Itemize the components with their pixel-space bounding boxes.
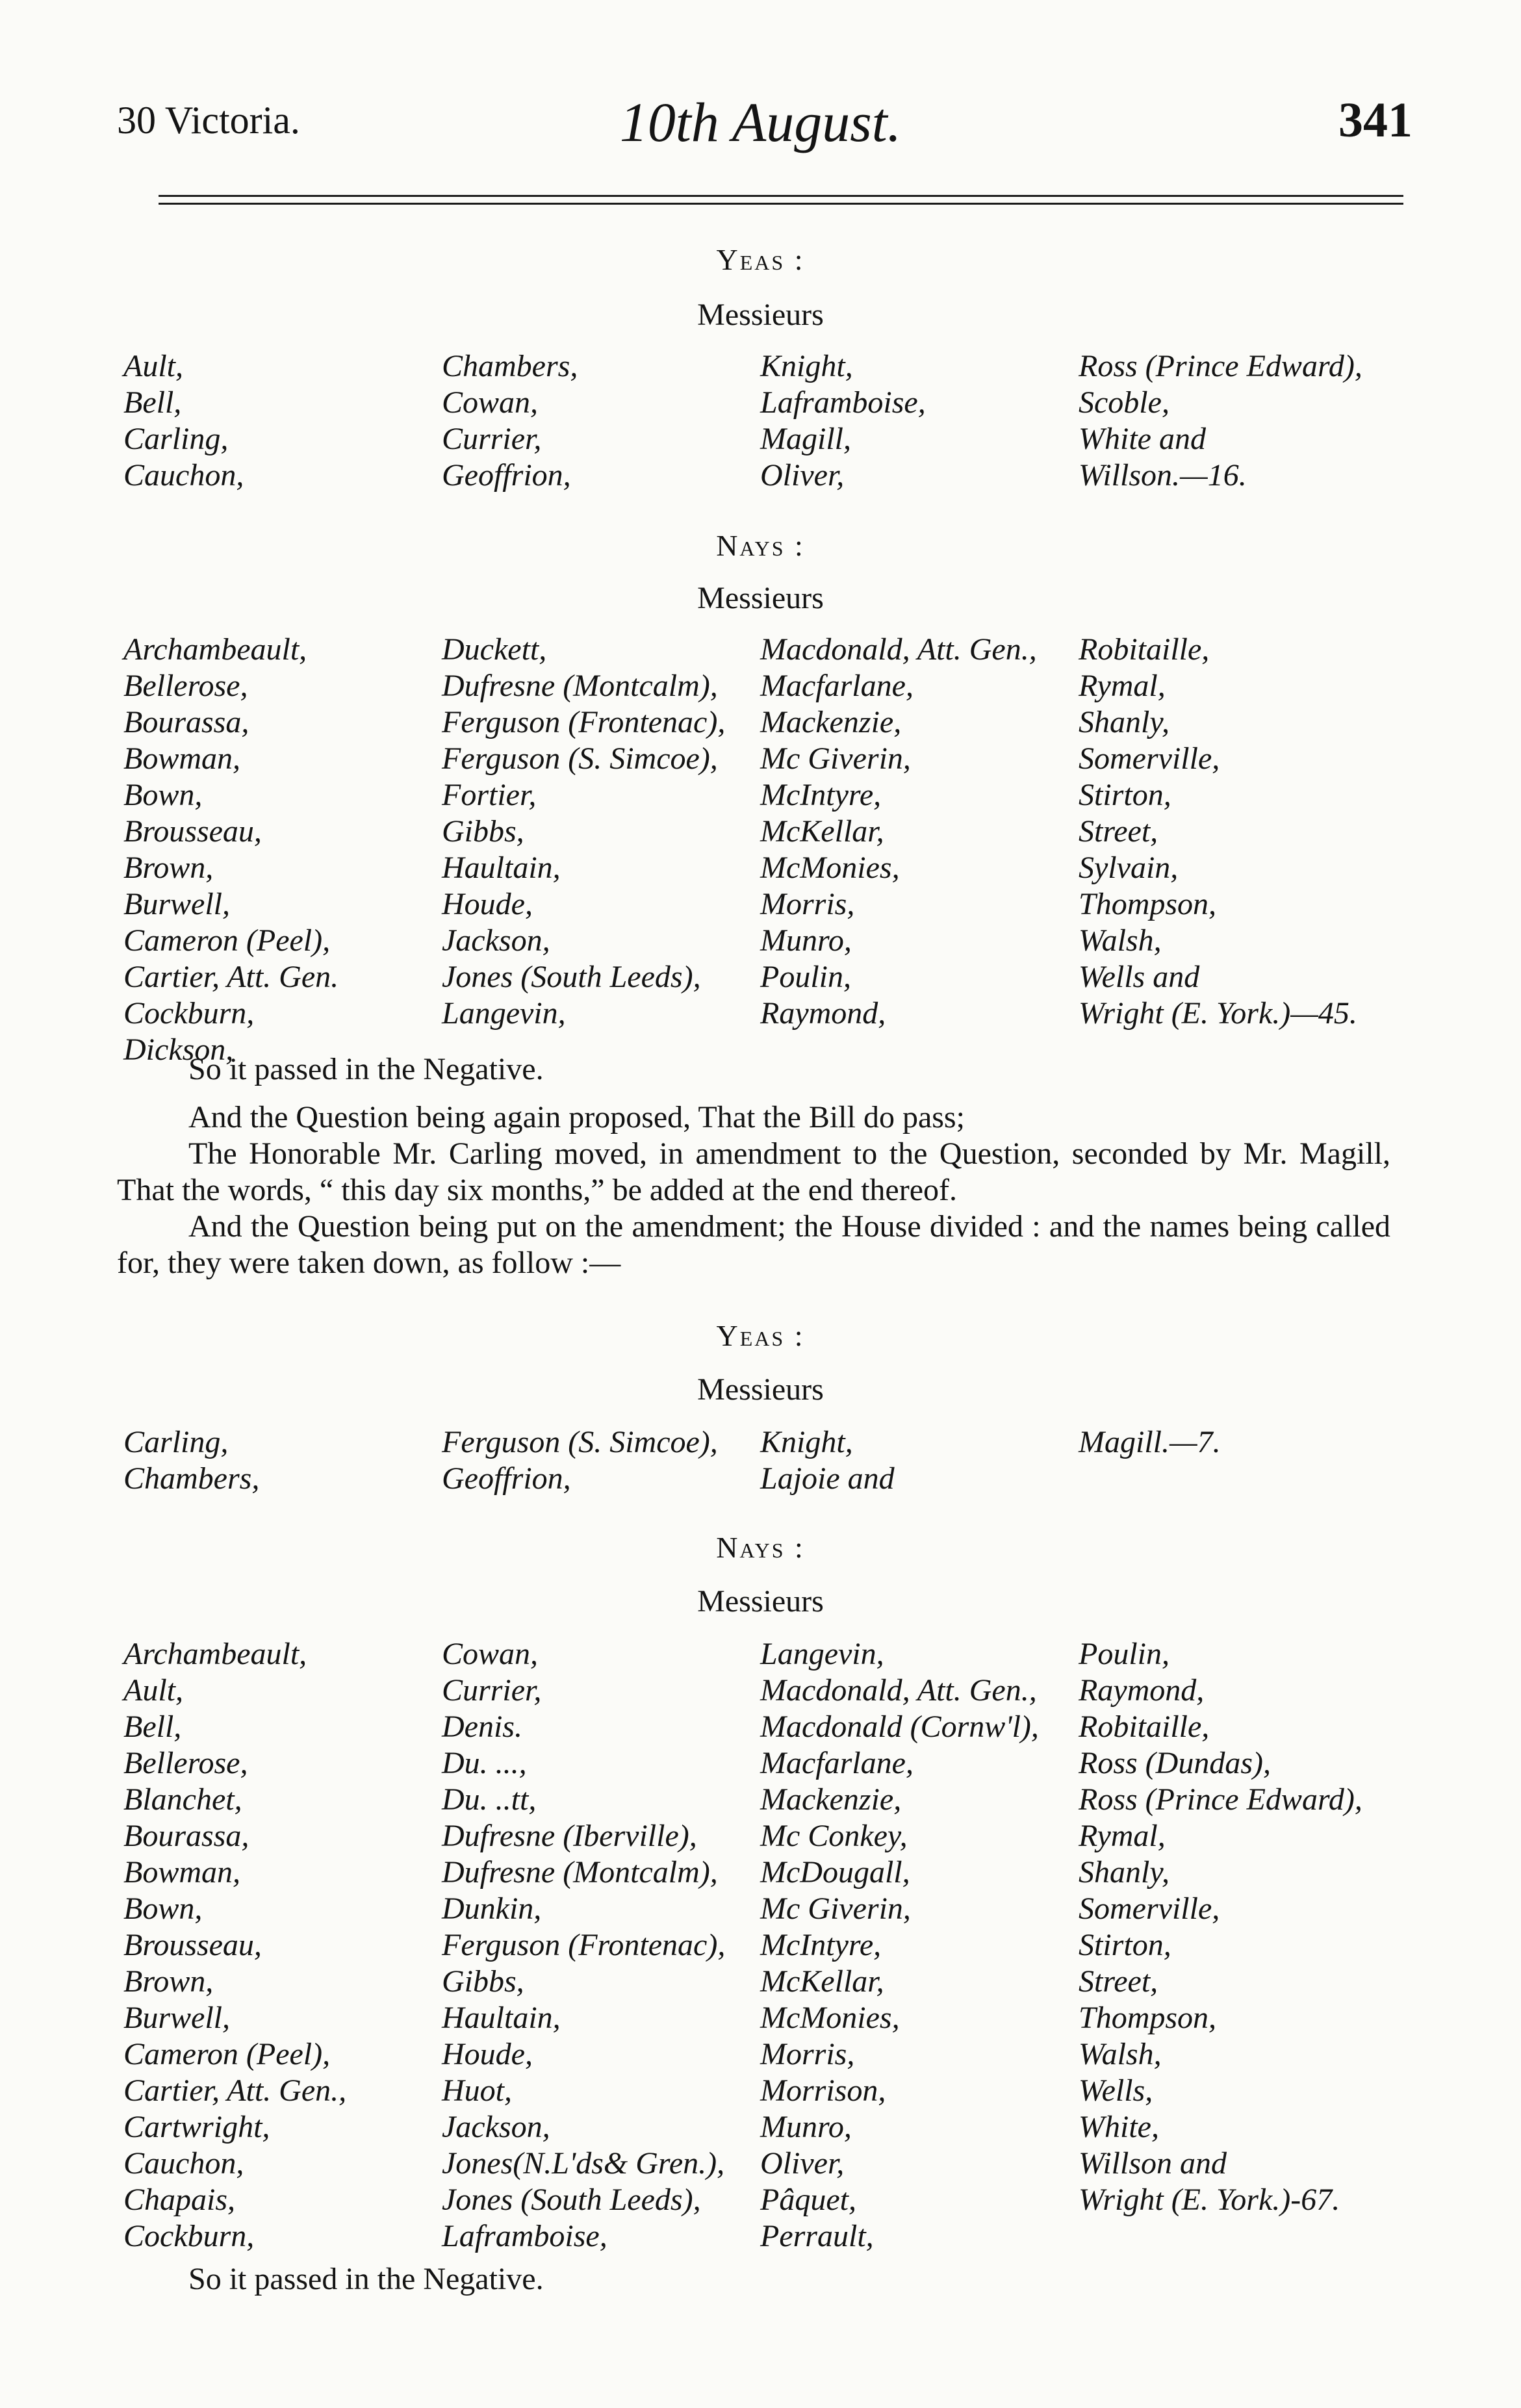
member-name: Bell, <box>123 1710 182 1744</box>
member-name: Walsh, <box>1079 2037 1162 2071</box>
member-name: Carling, <box>123 422 229 456</box>
member-name: Jones (South Leeds), <box>442 960 701 994</box>
member-name: Cockburn, <box>123 2219 255 2253</box>
member-name: Langevin, <box>442 996 566 1031</box>
question-line: And the Question being again proposed, That the Bill do pass; <box>188 1100 965 1134</box>
member-name: Currier, <box>442 1673 542 1708</box>
member-row <box>123 1745 1423 1782</box>
member-row <box>123 632 1423 668</box>
member-name: Macfarlane, <box>760 1746 914 1780</box>
division2-yeas-heading: Yeas : <box>716 1319 805 1352</box>
proceedings-text <box>117 1051 1390 1281</box>
member-name: McIntyre, <box>760 1928 882 1962</box>
member-row <box>123 959 1423 995</box>
division2-nays-messieurs: Messieurs <box>697 1584 824 1619</box>
member-name: Munro, <box>760 923 852 958</box>
member-name: Ferguson (S. Simcoe), <box>442 741 718 776</box>
member-name: McDougall, <box>760 1855 910 1889</box>
member-name: Pâquet, <box>760 2183 856 2217</box>
member-name: Rymal, <box>1079 1819 1166 1853</box>
member-name: Wells and <box>1079 960 1200 994</box>
member-name: Cartwright, <box>123 2110 270 2144</box>
member-name: White and <box>1079 422 1206 456</box>
division1-yeas-list <box>123 348 1423 494</box>
member-name: Morris, <box>760 887 855 921</box>
member-name: Chambers, <box>123 1461 260 1496</box>
member-row <box>123 777 1423 813</box>
result-line-1: So it passed in the Negative. <box>188 1052 544 1086</box>
regnal-year: 30 Victoria. <box>117 99 300 142</box>
member-name: Ferguson (Frontenac), <box>442 1928 726 1962</box>
member-name: Magill.—7. <box>1079 1425 1221 1459</box>
member-name: Geoffrion, <box>442 1461 571 1496</box>
member-name: Cameron (Peel), <box>123 923 331 958</box>
member-name: Cartier, Att. Gen., <box>123 2073 347 2108</box>
member-name: Rymal, <box>1079 669 1166 703</box>
member-name: Dunkin, <box>442 1891 542 1926</box>
member-name: Dufresne (Montcalm), <box>442 669 718 703</box>
member-name: Denis. <box>442 1710 522 1744</box>
division1-nays-messieurs: Messieurs <box>697 581 824 615</box>
member-name: Laframboise, <box>760 385 926 420</box>
member-name: Somerville, <box>1079 741 1220 776</box>
member-name: McKellar, <box>760 1964 884 1999</box>
member-name: Lajoie and <box>760 1461 895 1496</box>
member-row <box>123 1854 1423 1891</box>
member-row <box>123 1636 1423 1672</box>
member-name: Geoffrion, <box>442 458 571 493</box>
division-call: And the Question being put on the amendment; the House divided : and the names being called for, they were taken down, as follow :— <box>117 1209 1390 1280</box>
member-name: Oliver, <box>760 2146 845 2181</box>
member-name: Du. ..., <box>442 1746 527 1780</box>
member-name: Mc Conkey, <box>760 1819 908 1853</box>
member-name: Willson and <box>1079 2146 1227 2181</box>
member-name: Duckett, <box>442 632 547 667</box>
member-name: Mackenzie, <box>760 1782 902 1817</box>
member-row <box>123 1672 1423 1709</box>
member-row <box>123 813 1423 850</box>
member-name: Laframboise, <box>442 2219 607 2253</box>
member-name: Dickson, <box>123 1032 234 1067</box>
member-row <box>123 1424 1423 1461</box>
member-name: Raymond, <box>760 996 886 1031</box>
member-name: Oliver, <box>760 458 845 493</box>
division2-yeas-messieurs: Messieurs <box>697 1372 824 1407</box>
member-name: Wells, <box>1079 2073 1153 2108</box>
member-name: Macdonald, Att. Gen., <box>760 1673 1037 1708</box>
member-row <box>123 995 1423 1032</box>
member-name: Du. ..tt, <box>442 1782 537 1817</box>
division2-yeas-list <box>123 1424 1423 1497</box>
member-name: Wright (E. York.)-67. <box>1079 2183 1340 2217</box>
member-row <box>123 1709 1423 1745</box>
member-name: Ross (Prince Edward), <box>1079 349 1362 383</box>
member-name: Jones(N.L'ds& Gren.), <box>442 2146 725 2181</box>
member-name: Carling, <box>123 1425 229 1459</box>
member-name: Jackson, <box>442 923 550 958</box>
member-name: Haultain, <box>442 851 561 885</box>
member-name: Ross (Dundas), <box>1079 1746 1271 1780</box>
member-name: McMonies, <box>760 851 900 885</box>
member-name: Cauchon, <box>123 458 244 493</box>
member-name: McKellar, <box>760 814 884 849</box>
member-row <box>123 850 1423 886</box>
closing-text <box>117 2261 1390 2298</box>
member-name: Thompson, <box>1079 887 1217 921</box>
member-name: Ross (Prince Edward), <box>1079 1782 1362 1817</box>
member-name: Burwell, <box>123 887 230 921</box>
member-name: Morris, <box>760 2037 855 2071</box>
member-name: Somerville, <box>1079 1891 1220 1926</box>
member-name: Knight, <box>760 349 853 383</box>
member-name: Chambers, <box>442 349 578 383</box>
member-name: Morrison, <box>760 2073 886 2108</box>
page-number: 341 <box>1338 93 1412 147</box>
member-name: Street, <box>1079 1964 1158 1999</box>
member-name: Walsh, <box>1079 923 1162 958</box>
member-name: Stirton, <box>1079 778 1171 812</box>
member-row <box>123 1964 1423 2000</box>
member-name: Shanly, <box>1079 1855 1170 1889</box>
result-line-2: So it passed in the Negative. <box>188 2262 544 2296</box>
division1-yeas-heading: Yeas : <box>716 243 805 276</box>
member-name: Mc Giverin, <box>760 1891 911 1926</box>
member-row <box>123 2145 1423 2182</box>
member-name: Archambeault, <box>123 632 307 667</box>
member-name: White, <box>1079 2110 1159 2144</box>
member-name: Munro, <box>760 2110 852 2144</box>
member-name: Cameron (Peel), <box>123 2037 331 2071</box>
member-name: Bourassa, <box>123 1819 249 1853</box>
member-name: Fortier, <box>442 778 537 812</box>
member-name: Magill, <box>760 422 851 456</box>
member-row <box>123 1461 1423 1497</box>
member-name: Gibbs, <box>442 1964 524 1999</box>
member-name: Brown, <box>123 851 214 885</box>
member-row <box>123 923 1423 959</box>
division1-yeas-messieurs: Messieurs <box>697 298 824 332</box>
member-name: Huot, <box>442 2073 512 2108</box>
header-rule-top <box>159 195 1403 197</box>
member-name: Gibbs, <box>442 814 524 849</box>
division2-nays-heading: Nays : <box>716 1531 805 1564</box>
member-name: Street, <box>1079 814 1158 849</box>
member-name: Mackenzie, <box>760 705 902 739</box>
member-name: Houde, <box>442 2037 533 2071</box>
member-name: Perrault, <box>760 2219 874 2253</box>
member-name: Houde, <box>442 887 533 921</box>
member-name: Bown, <box>123 778 203 812</box>
member-name: Blanchet, <box>123 1782 242 1817</box>
member-name: Shanly, <box>1079 705 1170 739</box>
member-name: Cartier, Att. Gen. <box>123 960 339 994</box>
member-name: Cockburn, <box>123 996 255 1031</box>
member-name: Brousseau, <box>123 814 262 849</box>
member-name: Raymond, <box>1079 1673 1205 1708</box>
member-name: Robitaille, <box>1079 1710 1210 1744</box>
member-name: Cowan, <box>442 1637 539 1671</box>
member-name: Cowan, <box>442 385 539 420</box>
member-name: Scoble, <box>1079 385 1170 420</box>
division1-nays-list <box>123 632 1423 1068</box>
member-name: Dufresne (Montcalm), <box>442 1855 718 1889</box>
member-row <box>123 421 1423 457</box>
member-name: Burwell, <box>123 2001 230 2035</box>
member-name: Chapais, <box>123 2183 236 2217</box>
member-row <box>123 2036 1423 2073</box>
member-row <box>123 385 1423 421</box>
member-name: Sylvain, <box>1079 851 1179 885</box>
member-name: Poulin, <box>1079 1637 1170 1671</box>
division2-nays-list <box>123 1636 1423 2255</box>
member-name: Wright (E. York.)—45. <box>1079 996 1357 1031</box>
amendment-motion: The Honorable Mr. Carling moved, in amendment to the Question, seconded by Mr. Magill, That the words, “ this day six months,” be added at the end thereof. <box>117 1136 1390 1207</box>
member-name: Langevin, <box>760 1637 884 1671</box>
member-row <box>123 886 1423 923</box>
member-row <box>123 2182 1423 2218</box>
member-name: McIntyre, <box>760 778 882 812</box>
member-name: Ferguson (Frontenac), <box>442 705 726 739</box>
member-name: Ault, <box>123 349 183 383</box>
member-row <box>123 2073 1423 2109</box>
member-row <box>123 741 1423 777</box>
member-row <box>123 1818 1423 1854</box>
member-name: McMonies, <box>760 2001 900 2035</box>
member-name: Macdonald, Att. Gen., <box>760 632 1037 667</box>
member-name: Robitaille, <box>1079 632 1210 667</box>
member-name: Currier, <box>442 422 542 456</box>
member-name: Jackson, <box>442 2110 550 2144</box>
member-name: Brousseau, <box>123 1928 262 1962</box>
member-row <box>123 668 1423 704</box>
member-name: Bellerose, <box>123 669 248 703</box>
member-name: Knight, <box>760 1425 853 1459</box>
member-name: Bowman, <box>123 741 240 776</box>
member-name: Haultain, <box>442 2001 561 2035</box>
member-name: Mc Giverin, <box>760 741 911 776</box>
member-name: Macfarlane, <box>760 669 914 703</box>
member-name <box>1079 1461 1416 1497</box>
member-name: Thompson, <box>1079 2001 1217 2035</box>
member-row <box>123 704 1423 741</box>
member-name: Dufresne (Iberville), <box>442 1819 697 1853</box>
member-name <box>1079 2218 1416 2255</box>
member-name: Archambeault, <box>123 1637 307 1671</box>
member-name: Stirton, <box>1079 1928 1171 1962</box>
division1-nays-heading: Nays : <box>716 529 805 562</box>
member-row <box>123 348 1423 385</box>
member-name: Willson.—16. <box>1079 458 1247 493</box>
member-name: Ferguson (S. Simcoe), <box>442 1425 718 1459</box>
header-rule-bottom <box>159 203 1403 205</box>
member-name: Poulin, <box>760 960 851 994</box>
member-name: Cauchon, <box>123 2146 244 2181</box>
member-name: Bellerose, <box>123 1746 248 1780</box>
running-title-date: 10th August. <box>619 91 902 153</box>
member-row <box>123 1782 1423 1818</box>
member-row <box>123 2109 1423 2145</box>
member-name: Bowman, <box>123 1855 240 1889</box>
member-name: Bell, <box>123 385 182 420</box>
member-name: Brown, <box>123 1964 214 1999</box>
member-name: Macdonald (Cornw'l), <box>760 1710 1039 1744</box>
member-row <box>123 1891 1423 1927</box>
member-name: Bown, <box>123 1891 203 1926</box>
member-name: Bourassa, <box>123 705 249 739</box>
member-row <box>123 1927 1423 1964</box>
member-row <box>123 2000 1423 2036</box>
member-row <box>123 457 1423 494</box>
member-name: Ault, <box>123 1673 183 1708</box>
member-name: Jones (South Leeds), <box>442 2183 701 2217</box>
member-row <box>123 2218 1423 2255</box>
